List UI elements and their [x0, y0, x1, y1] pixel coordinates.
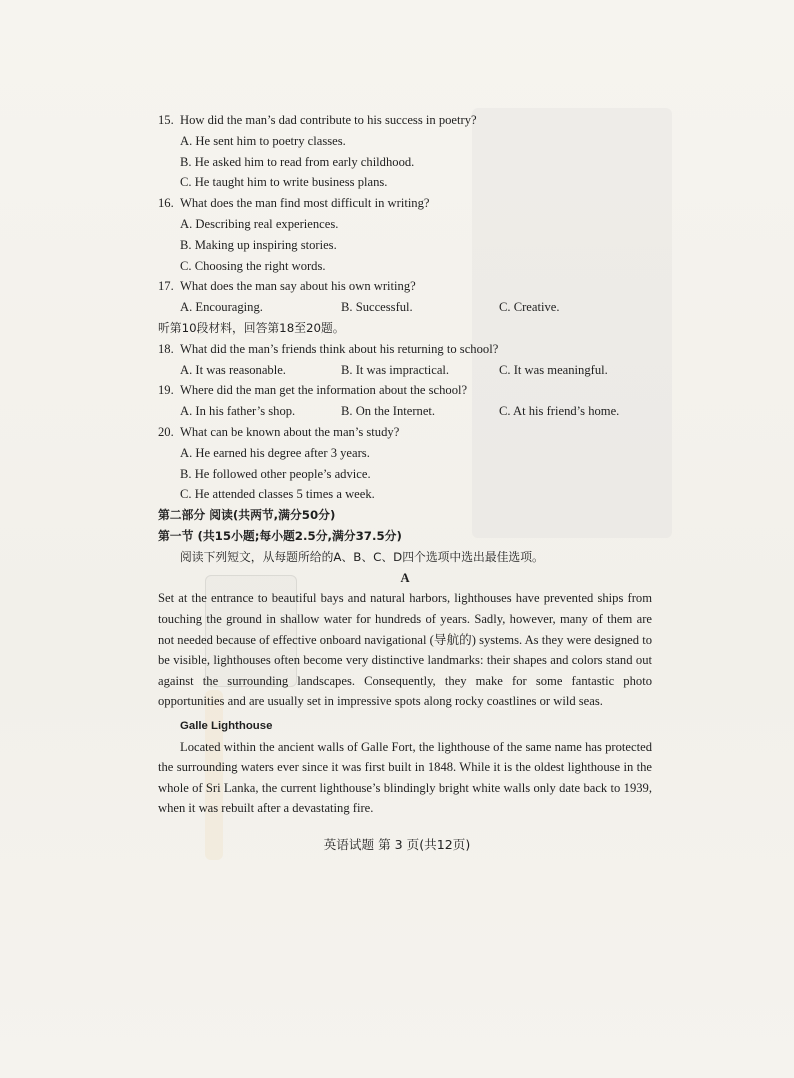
- option: A. He earned his degree after 3 years.: [180, 445, 370, 460]
- option: B. Making up inspiring stories.: [180, 237, 337, 252]
- option: B. On the Internet.: [341, 404, 436, 419]
- option: B. Successful.: [341, 300, 413, 315]
- passage-paragraph-1: Set at the entrance to beautiful bays and natural harbors, lighthouses have prevented ships from touching the ground in shallow water for hundreds of years. Sadly, however, many of them are not needed because of effective onboard navigational (导航的) systems. As they were designed to be visible, lighthouses often become very distinctive landmarks: their shapes and colors stand out against the surrounding landscapes. Consequently, they make for some fantastic photo opportunities and are usually set in impressive spots along rocky coastlines or wild seas.: [158, 591, 652, 709]
- option: C. Choosing the right words.: [180, 258, 326, 273]
- option: B. He followed other people’s advice.: [180, 466, 371, 481]
- passage-paragraph-2: Located within the ancient walls of Galle Fort, the lighthouse of the same name has protected the surrounding waters ever since it was first built in 1848. While it is the oldest lighthouse in the whole of Sri Lanka, the current lighthouse’s blindingly bright white walls only date back to 1939, when it was rebuilt after a devastating fire.: [158, 739, 652, 816]
- section-10-instruction: 听第10段材料，回答第18至20题。: [158, 320, 345, 335]
- option: B. It was impractical.: [341, 362, 450, 377]
- option: B. He asked him to read from early childhood.: [180, 154, 415, 169]
- option: A. It was reasonable.: [180, 362, 286, 377]
- passage-subheading: Galle Lighthouse: [180, 719, 273, 732]
- page-content: [158, 110, 652, 819]
- reading-instruction: 阅读下列短文，从每题所给的A、B、C、D四个选项中选出最佳选项。: [180, 549, 544, 564]
- question-18: 18. What did the man’s friends think about his returning to school?: [158, 341, 499, 356]
- option: A. In his father’s shop.: [180, 404, 296, 419]
- question-17: 17. What does the man say about his own writing?: [158, 279, 416, 294]
- question-19: 19. Where did the man get the information about the school?: [158, 383, 468, 398]
- section-heading: 第一节 (共15小题;每小题2.5分,满分37.5分): [158, 528, 402, 543]
- passage-label: A: [400, 570, 410, 585]
- part-heading: 第二部分 阅读(共两节,满分50分): [158, 508, 336, 523]
- question-20: 20. What can be known about the man’s study?: [158, 424, 400, 439]
- option: C. At his friend’s home.: [499, 404, 620, 419]
- option: C. He taught him to write business plans.: [180, 175, 388, 190]
- option: C. Creative.: [499, 300, 560, 315]
- option: A. Encouraging.: [180, 300, 263, 315]
- options-row-17: [158, 297, 652, 318]
- option: C. He attended classes 5 times a week.: [180, 487, 375, 502]
- option: A. He sent him to poetry classes.: [180, 133, 346, 148]
- option: C. It was meaningful.: [499, 362, 608, 377]
- question-15: 15. How did the man’s dad contribute to his success in poetry?: [158, 113, 477, 127]
- page-footer: 英语试题 第 3 页(共12页): [323, 837, 471, 852]
- options-row-18: [158, 360, 652, 381]
- question-16: 16. What does the man find most difficult in writing?: [158, 196, 430, 211]
- options-row-19: [158, 401, 652, 422]
- option: A. Describing real experiences.: [180, 216, 339, 231]
